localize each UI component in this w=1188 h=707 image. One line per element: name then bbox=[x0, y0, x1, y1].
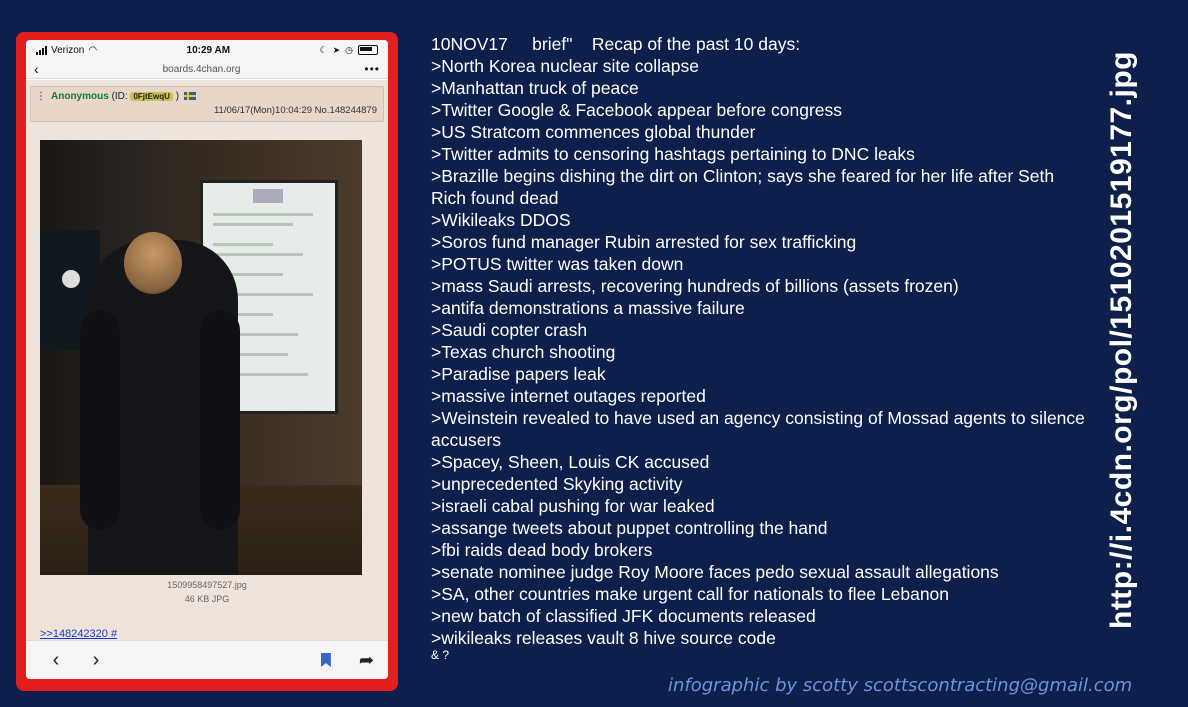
brief-item: >Weinstein revealed to have used an agency consisting of Mossad agents to silence accusers bbox=[431, 408, 1090, 450]
brief-item: >assange tweets about puppet controlling the hand bbox=[431, 518, 828, 538]
browser-url-bar[interactable] bbox=[26, 60, 388, 79]
brief-heading: 10NOV17 brief" Recap of the past 10 days: bbox=[431, 34, 801, 54]
forward-arrow-icon[interactable]: › bbox=[92, 648, 100, 671]
back-chevron-icon[interactable]: ‹ bbox=[34, 61, 39, 77]
status-right bbox=[320, 45, 378, 56]
browser-toolbar bbox=[26, 640, 388, 679]
figure-head bbox=[124, 232, 182, 294]
more-options-icon[interactable]: ••• bbox=[364, 62, 380, 76]
wifi-icon: ◠ bbox=[88, 44, 98, 56]
brief-item: >Manhattan truck of peace bbox=[431, 78, 639, 98]
battery-icon bbox=[358, 45, 378, 55]
image-filename[interactable]: 1509958497527.jpg bbox=[167, 580, 247, 590]
forum-post bbox=[26, 80, 388, 641]
location-icon: ➤ bbox=[332, 44, 341, 55]
brief-item: >massive internet outages reported bbox=[431, 386, 706, 406]
brief-item: >North Korea nuclear site collapse bbox=[431, 56, 699, 76]
brief-item: >SA, other countries make urgent call for nationals to flee Lebanon bbox=[431, 584, 950, 604]
share-icon[interactable]: ➦ bbox=[358, 649, 374, 670]
brief-item: >POTUS twitter was taken down bbox=[431, 254, 684, 274]
source-url: http://i.4cdn.org/pol/1510201519177.jpg bbox=[1105, 50, 1138, 630]
status-bar bbox=[26, 40, 388, 60]
carrier-label: Verizon bbox=[51, 44, 85, 56]
post-meta[interactable]: 11/06/17(Mon)10:04:29 No.148244879 bbox=[213, 105, 377, 116]
brief-item: >new batch of classified JFK documents released bbox=[431, 606, 816, 626]
brief-item: >Soros fund manager Rubin arrested for sex trafficking bbox=[431, 232, 857, 252]
brief-text bbox=[431, 33, 1090, 649]
clock: 10:29 AM bbox=[186, 44, 231, 56]
figure-arm-left bbox=[80, 310, 120, 530]
brief-item: >israeli cabal pushing for war leaked bbox=[431, 496, 715, 516]
signal-icon bbox=[36, 46, 47, 55]
brief-item: >mass Saudi arrests, recovering hundreds of billions (assets frozen) bbox=[431, 276, 959, 296]
phone-screenshot-frame bbox=[16, 32, 398, 691]
brief-item: >fbi raids dead body brokers bbox=[431, 540, 653, 560]
post-image[interactable] bbox=[40, 140, 362, 575]
poster-id[interactable]: 0FjtEwqU bbox=[130, 92, 172, 101]
url-text[interactable]: boards.4chan.org bbox=[162, 63, 241, 75]
status-left bbox=[36, 45, 97, 56]
brief-item: >Saudi copter crash bbox=[431, 320, 588, 340]
poster-name-text: Anonymous bbox=[51, 91, 109, 102]
figure-arm-right bbox=[200, 310, 240, 530]
moon-icon: ☾ bbox=[319, 44, 328, 55]
phone-screen bbox=[26, 40, 388, 679]
brief-item: >Spacey, Sheen, Louis CK accused bbox=[431, 452, 710, 472]
brief-item: >Texas church shooting bbox=[431, 342, 616, 362]
infographic-credit: infographic by scotty scottscontracting@gmail.com bbox=[668, 675, 1133, 696]
brief-item: >wikileaks releases vault 8 hive source code bbox=[431, 628, 776, 648]
brief-item: >Twitter admits to censoring hashtags pertaining to DNC leaks bbox=[431, 144, 915, 164]
brief-tail: & ? bbox=[431, 648, 450, 662]
brief-item: >Paradise papers leak bbox=[431, 364, 606, 384]
bookmark-icon[interactable] bbox=[321, 653, 331, 667]
brief-item: >antifa demonstrations a massive failure bbox=[431, 298, 745, 318]
post-header bbox=[30, 86, 384, 122]
back-arrow-icon[interactable]: ‹ bbox=[52, 648, 60, 671]
poster-name bbox=[51, 91, 196, 102]
id-label: (ID: bbox=[111, 91, 128, 102]
brief-item: >Twitter Google & Facebook appear before congress bbox=[431, 100, 843, 120]
flag-icon bbox=[184, 92, 196, 100]
brief-item: >US Stratcom commences global thunder bbox=[431, 122, 756, 142]
quote-link[interactable]: >>148242320 # bbox=[40, 628, 118, 640]
brief-item: >unprecedented Skyking activity bbox=[431, 474, 683, 494]
alarm-icon: ◷ bbox=[345, 44, 353, 55]
brief-item: >Brazille begins dishing the dirt on Clinton; says she feared for her life after Seth Rich found dead bbox=[431, 166, 1059, 208]
id-close: ) bbox=[175, 91, 180, 102]
brief-item: >Wikileaks DDOS bbox=[431, 210, 571, 230]
brief-item: >senate nominee judge Roy Moore faces pedo sexual assault allegations bbox=[431, 562, 999, 582]
post-menu-icon[interactable]: ⋮ bbox=[36, 91, 46, 102]
image-filesize: 46 KB JPG bbox=[184, 594, 230, 604]
